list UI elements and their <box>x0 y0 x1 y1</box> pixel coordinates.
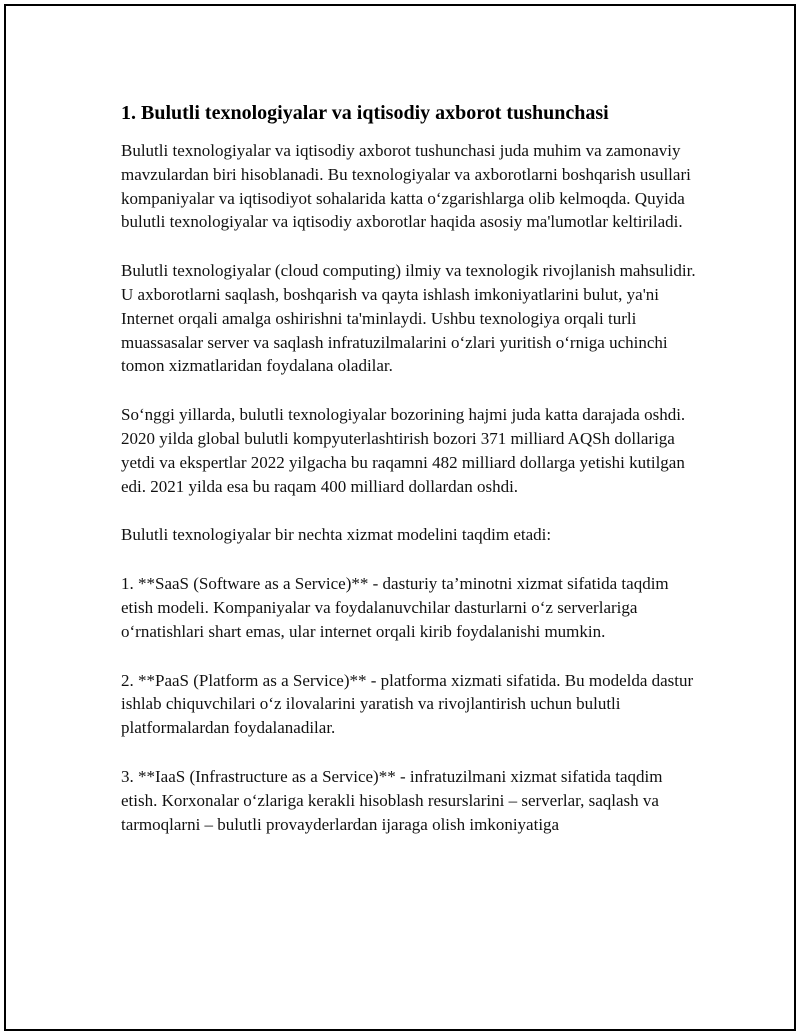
list-item-paas: 2. **PaaS (Platform as a Service)** - platforma xizmati sifatida. Bu modelda dastur ishlab chiquvchilari o‘z ilovalarini yaratish va rivojlantirish uchun bulutli platformalardan foydalanadilar. <box>121 670 694 738</box>
section-heading: 1. Bulutli texnologiyalar va iqtisodiy axborot tushunchasi <box>121 102 609 124</box>
paragraph-cloud-definition: Bulutli texnologiyalar (cloud computing) ilmiy va texnologik rivojlanish mahsulidir. U axborotlarni saqlash, boshqarish va qayta ishlash imkoniyatlarini bulut, ya'ni Internet orqali amalga oshirishni ta'minlaydi. Ushbu texnologiya orqali turli muassasalar server va saqlash infratuzilmalarini o‘zlari yuritish o‘rniga uchinchi tomon xizmatlaridan foydalana oladilar. <box>121 261 696 376</box>
paragraph-service-models-intro: Bulutli texnologiyalar bir nechta xizmat modelini taqdim etadi: <box>121 525 552 545</box>
list-item-iaas: 3. **IaaS (Infrastructure as a Service)** - infratuzilmani xizmat sifatida taqdim etish. Korxonalar o‘zlariga kerakli hisoblash resurslarini – serverlar, saqlash va tarmoqlarni – bulutli provayderlardan ijaraga olish imkoniyatiga <box>121 766 663 834</box>
document-body <box>121 101 696 861</box>
paragraph-intro: Bulutli texnologiyalar va iqtisodiy axborot tushunchasi juda muhim va zamonaviy mavzulardan biri hisoblanadi. Bu texnologiyalar va axborotlarni boshqarish usullari kompaniyalar va iqtisodiyot sohalarida katta o‘zgarishlarga olib kelmoqda. Quyida bulutli texnologiyalar va iqtisodiy axborotlar haqida asosiy ma'lumotlar keltiriladi. <box>121 141 691 232</box>
page-frame <box>4 4 796 1031</box>
paragraph-market-size: So‘nggi yillarda, bulutli texnologiyalar bozorining hajmi juda katta darajada oshdi. 2020 yilda global bulutli kompyuterlashtirish bozori 371 milliard AQSh dollariga yetdi va ekspertlar 2022 yilgacha bu raqamni 482 milliard dollarga yetishi kutilgan edi. 2021 yilda esa bu raqam 400 milliard dollardan oshdi. <box>121 405 686 496</box>
list-item-saas: 1. **SaaS (Software as a Service)** - dasturiy ta’minotni xizmat sifatida taqdim etish modeli. Kompaniyalar va foydalanuvchilar dasturlarni o‘z serverlariga o‘rnatishlari shart emas, ular internet orqali kirib foydalanishi mumkin. <box>121 574 669 641</box>
